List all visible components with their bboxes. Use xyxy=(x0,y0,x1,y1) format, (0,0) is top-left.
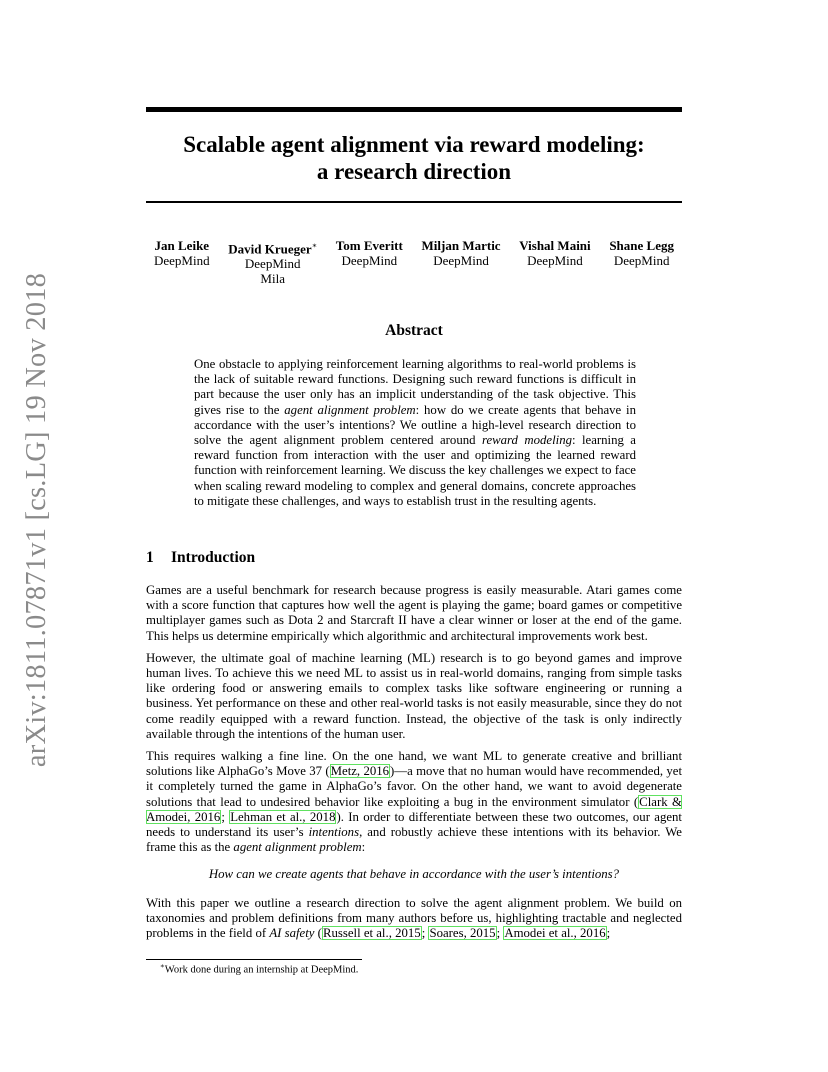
arxiv-identifier-stamp xyxy=(21,272,52,767)
citation-link[interactable]: Russell et al., 2015 xyxy=(322,926,421,941)
citation-link[interactable]: Amodei et al., 2016 xyxy=(504,926,606,941)
footnote-mark: ∗ xyxy=(160,962,165,970)
author-name: David Krueger∗ xyxy=(228,241,318,257)
author-jan-leike xyxy=(154,238,210,286)
introduction-body xyxy=(146,583,682,948)
footnote-text: Work done during an internship at DeepMind. xyxy=(164,964,359,976)
title-bottom-rule xyxy=(146,201,682,203)
author-david-krueger xyxy=(228,238,317,286)
citation-link[interactable]: Lehman et al., 2018 xyxy=(230,809,336,824)
author-name: Jan Leike xyxy=(154,238,210,253)
author-affiliation: DeepMind xyxy=(341,253,398,268)
footnote xyxy=(160,962,358,976)
paper-title xyxy=(146,131,682,185)
section-number: 1 xyxy=(146,549,154,566)
paragraph: With this paper we outline a research direction to solve the agent alignment problem. We build on taxonomies and problem definitions from many authors before us, highlighting tractable and neglected problems in the field of AI safety (Russell et al., 2015; Soares, 2015; Amodei et al., 2016; xyxy=(146,895,682,941)
footnote-rule xyxy=(146,959,362,960)
author-name: Shane Legg xyxy=(609,238,674,253)
author-affiliation: DeepMind xyxy=(527,253,583,268)
paragraph: This requires walking a fine line. On the one hand, we want ML to generate creative and brilliant solutions like AlphaGo’s Move 37 (Metz, 2016)—a move that no human would have recommended, yet it completely turned the game in AlphaGo’s favor. On the other hand, we want to avoid degenerate solutions that lead to undesired behavior like exploiting a bug in the environment simulator (Clark & Amodei, 2016; Lehman et al., 2018). In order to differentiate between these two outcomes, our agent needs to understand its user’s intentions, and robustly achieve these intentions with its behavior. We frame this as the agent alignment problem: xyxy=(146,749,682,855)
paragraph: However, the ultimate goal of machine learning (ML) research is to go beyond games and improve human lives. To achieve this we need ML to assist us in real-world domains, ranging from simple tasks like ordering food or answering emails to complex tasks like software engineering or running a business. Yet performance on these and other real-world tasks is not easily measurable, since they do not come readily equipped with a reward function. Instead, the objective of the task is only indirectly available through the intentions of the human user. xyxy=(146,650,682,741)
section-heading-introduction xyxy=(146,549,255,567)
citation-link[interactable]: Soares, 2015 xyxy=(429,926,496,941)
title-top-rule xyxy=(146,107,682,112)
author-affiliation: DeepMind xyxy=(244,256,301,272)
section-title: Introduction xyxy=(171,549,256,566)
arxiv-stamp-text: arXiv:1811.07871v1 [cs.LG] 19 Nov 2018 xyxy=(21,272,52,767)
citation-link[interactable]: Clark & Amodei, 2016 xyxy=(146,794,682,824)
title-line-1: Scalable agent alignment via reward modeling: xyxy=(183,132,645,157)
research-question: How can we create agents that behave in accordance with the user’s intentions? xyxy=(208,867,620,882)
author-miljan-martic xyxy=(422,238,501,286)
abstract-heading: Abstract xyxy=(385,322,443,339)
author-tom-everitt xyxy=(336,238,403,286)
citation-link[interactable]: Metz, 2016 xyxy=(330,764,390,779)
author-affiliation: DeepMind xyxy=(154,253,210,268)
author-list xyxy=(146,238,682,286)
author-shane-legg xyxy=(609,238,674,286)
author-affiliation: Mila xyxy=(260,271,285,287)
paragraph: Games are a useful benchmark for research because progress is easily measurable. Atari games come with a score function that captures how well the agent is playing the game; board games or competitive multiplayer games such as Dota 2 and Starcraft II have a clear winner or loser at the end of the game. This helps us determine empirically which algorithmic and architectural improvements work best. xyxy=(146,583,682,643)
author-affiliation: DeepMind xyxy=(613,253,670,268)
footnote-mark: ∗ xyxy=(311,241,318,250)
author-affiliation: DeepMind xyxy=(433,253,489,268)
title-line-2: a research direction xyxy=(316,159,512,184)
author-vishal-maini xyxy=(519,238,590,286)
abstract-body: One obstacle to applying reinforcement learning algorithms to real-world problems is the lack of suitable reward functions. Designing such reward functions is difficult in part because the user only has an implicit understanding of the task objective. This gives rise to the agent alignment problem: how do we create agents that behave in accordance with the user’s intentions? We outline a high-level research direction to solve the agent alignment problem centered around reward modeling: learning a reward function from interaction with the user and optimizing the learned reward function with reinforcement learning. We discuss the key challenges we expect to face when scaling reward modeling to complex and general domains, concrete approaches to mitigate these challenges, and ways to establish trust in the resulting agents. xyxy=(194,357,636,508)
author-name: Vishal Maini xyxy=(519,238,591,253)
author-name: Tom Everitt xyxy=(335,238,403,253)
author-name: Miljan Martic xyxy=(421,238,501,253)
